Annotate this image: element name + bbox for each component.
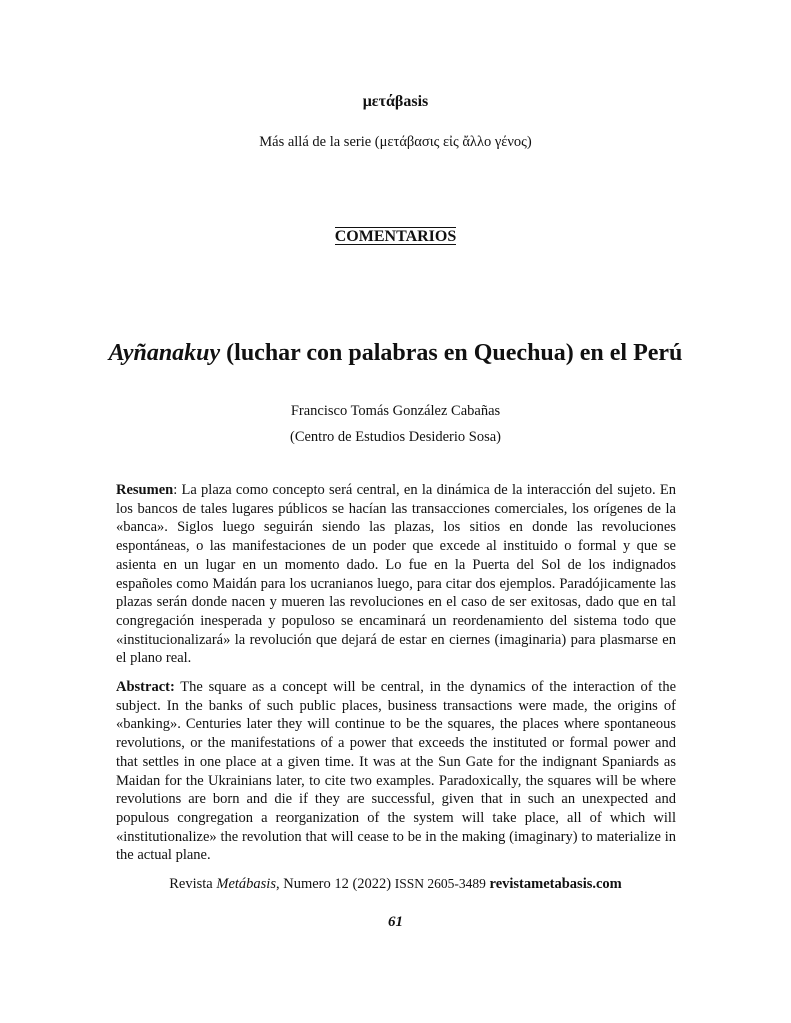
article-title-italic: Ayñanakuy: [108, 340, 221, 366]
resumen-text: : La plaza como concepto será central, en la dinámica de la interacción del sujeto. En los bancos de tales lugares públicos se hacían las transacciones comerciales, los orígenes de la «banca». Siglos luego seguirán siendo las plazas, los sitios en donde las revoluciones espontáneas, o las manifestaciones de un poder que excede al instituido o formal y que se asienta en un lugar en un momento dado. Lo fue en la Puerta del Sol de los indignados españoles como Maidán para los ucranianos luego, para citar dos ejemplos. Paradójicamente las plazas serán donde nacen y mueren las revoluciones en el caso de ser exitosas, dado que en tal congregación inesperada y populoso se encaminará un reordenamiento del sistema todo que «institucionalizará» la revolución que dejará de estar en ciernes (imaginaria) para plasmarse en el plano real.: [116, 482, 676, 667]
section-heading-text: COMENTARIOS: [334, 228, 457, 245]
page-number: 61: [388, 914, 403, 930]
abstract-paragraph: [116, 678, 676, 865]
footer-issue: , Numero 12 (2022): [275, 876, 395, 892]
journal-name: μετάβasis: [362, 93, 429, 110]
abstract-text: The square as a concept will be central, in the dynamics of the interaction of the subject. In the banks of such public places, business transactions were made, the origins of «banking». Centuries later they will continue to be the squares, the places where spontaneous revolutions, or the manifestations of a power that exceeds the instituted or formal power and that settles in one place at a given time. It was at the Sun Gate for the indignant Spaniards as Maidan for the Ukrainians later, to cite two examples. Paradoxically, the squares will be where revolutions are born and die if they are successful, given that in such an unexpected and populous congregation a reorganization of the system will take place, all of which will «institutionalize» the revolution that will cease to be in the making (imaginary) to materialize in the actual plane.: [116, 679, 676, 864]
resumen-paragraph: [116, 481, 676, 668]
footer-prefix: Revista: [169, 876, 217, 892]
footer-issn: ISSN 2605-3489: [394, 876, 486, 891]
footer-website-link[interactable]: revistametabasis.com: [489, 876, 622, 892]
section-heading: [0, 227, 791, 246]
article-title-rest: (luchar con palabras en Quechua) en el Perú: [220, 340, 683, 366]
footer-journal-name: Metábasis: [216, 876, 276, 892]
article-title: [0, 340, 791, 367]
resumen-label: Resumen: [116, 482, 174, 498]
journal-subtitle: Más allá de la serie (μετάβασις εἰς ἄλλο γένος): [259, 134, 532, 150]
author-affiliation: (Centro de Estudios Desiderio Sosa): [289, 429, 502, 445]
author-name: Francisco Tomás González Cabañas: [290, 403, 501, 419]
footer-citation: [0, 876, 791, 893]
abstract-label: Abstract:: [116, 679, 175, 695]
